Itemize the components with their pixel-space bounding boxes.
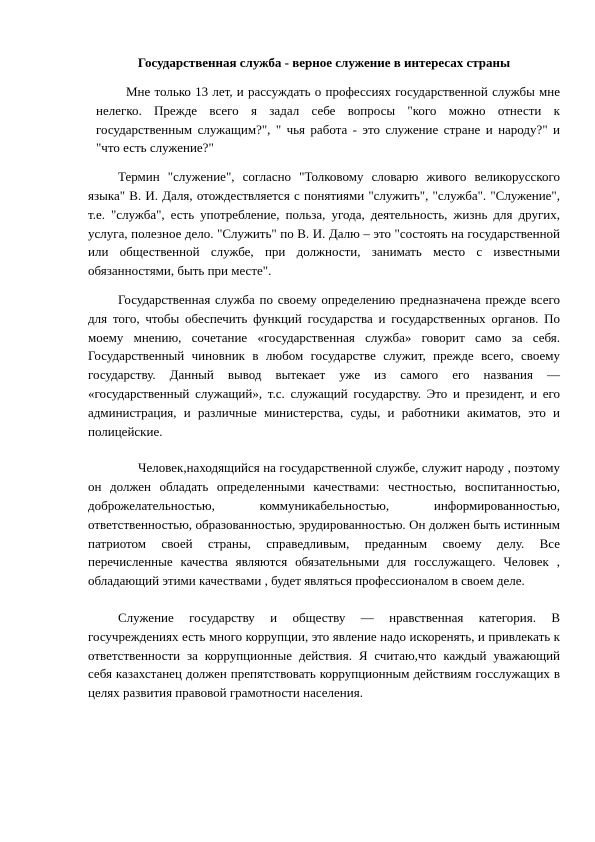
- document-title: Государственная служба - верное служение в интересах страны: [137, 55, 511, 70]
- paragraph-qualities: Человек,находящийся на государственной службе, служит народу , поэтому он должен обладать определенными качествами: честностью, воспитанностью, доброжелательностью, коммуникабельностью, информированностью, ответственностью, образованностью, эрудированностью. Он должен быть истинным патриотом своей страны, справедливым, преданным своему делу. Все перечисленные качества являются обязательными для госслужащего. Человек , обладающий этими качествами , будет являться профессионалом в своем деле.: [88, 460, 560, 589]
- paragraph-state-service: Государственная служба по своему определению предназначена прежде всего для того, чтобы обеспечить функций государства и государственных органов. По моему мнению, сочетание «государственная служба» говорит само за себя. Государственный чиновник в любом государстве служит, прежде всего, своему государству. Данный вывод вытекает уже из самого его названия — «государственный служащий», т.с. служащий государству. Это и президент, и его администрация, и различные министерства, суды, и работники акиматов, это и полицейские.: [88, 291, 560, 439]
- paragraph-intro: Мне только 13 лет, и рассуждать о профессиях государственной службы мне нелегко. Прежде всего я задал себе вопросы "кого можно отнести к государственным служащим?", " чья работа - это служение стране и народу?" и "что есть служение?": [96, 84, 560, 156]
- paragraph-corruption: Служение государству и обществу — нравственная категория. В госучреждениях есть много коррупции, это явление надо искоренять, и привлекать к ответственности за коррупционные действия. Я считаю,что каждый уважающий себя казахстанец должен препятствовать коррупционным действиям госслужащих в целях развития правовой грамотности населения.: [88, 609, 560, 701]
- paragraph-term-definition: Термин "служение", согласно "Толковому словарю живого великорусского языка" В. И. Даля, отождествляется с понятиями "служить", "служба". "Служение", т.е. "служба", есть употребление, польза, угода, деятельность, жизнь для других, услуга, полезное дело. "Служить" по В. И. Далю – это "состоять на государственной или общественной службе, при должности, занимать место с известными обязанностями, быть при месте".: [88, 169, 560, 279]
